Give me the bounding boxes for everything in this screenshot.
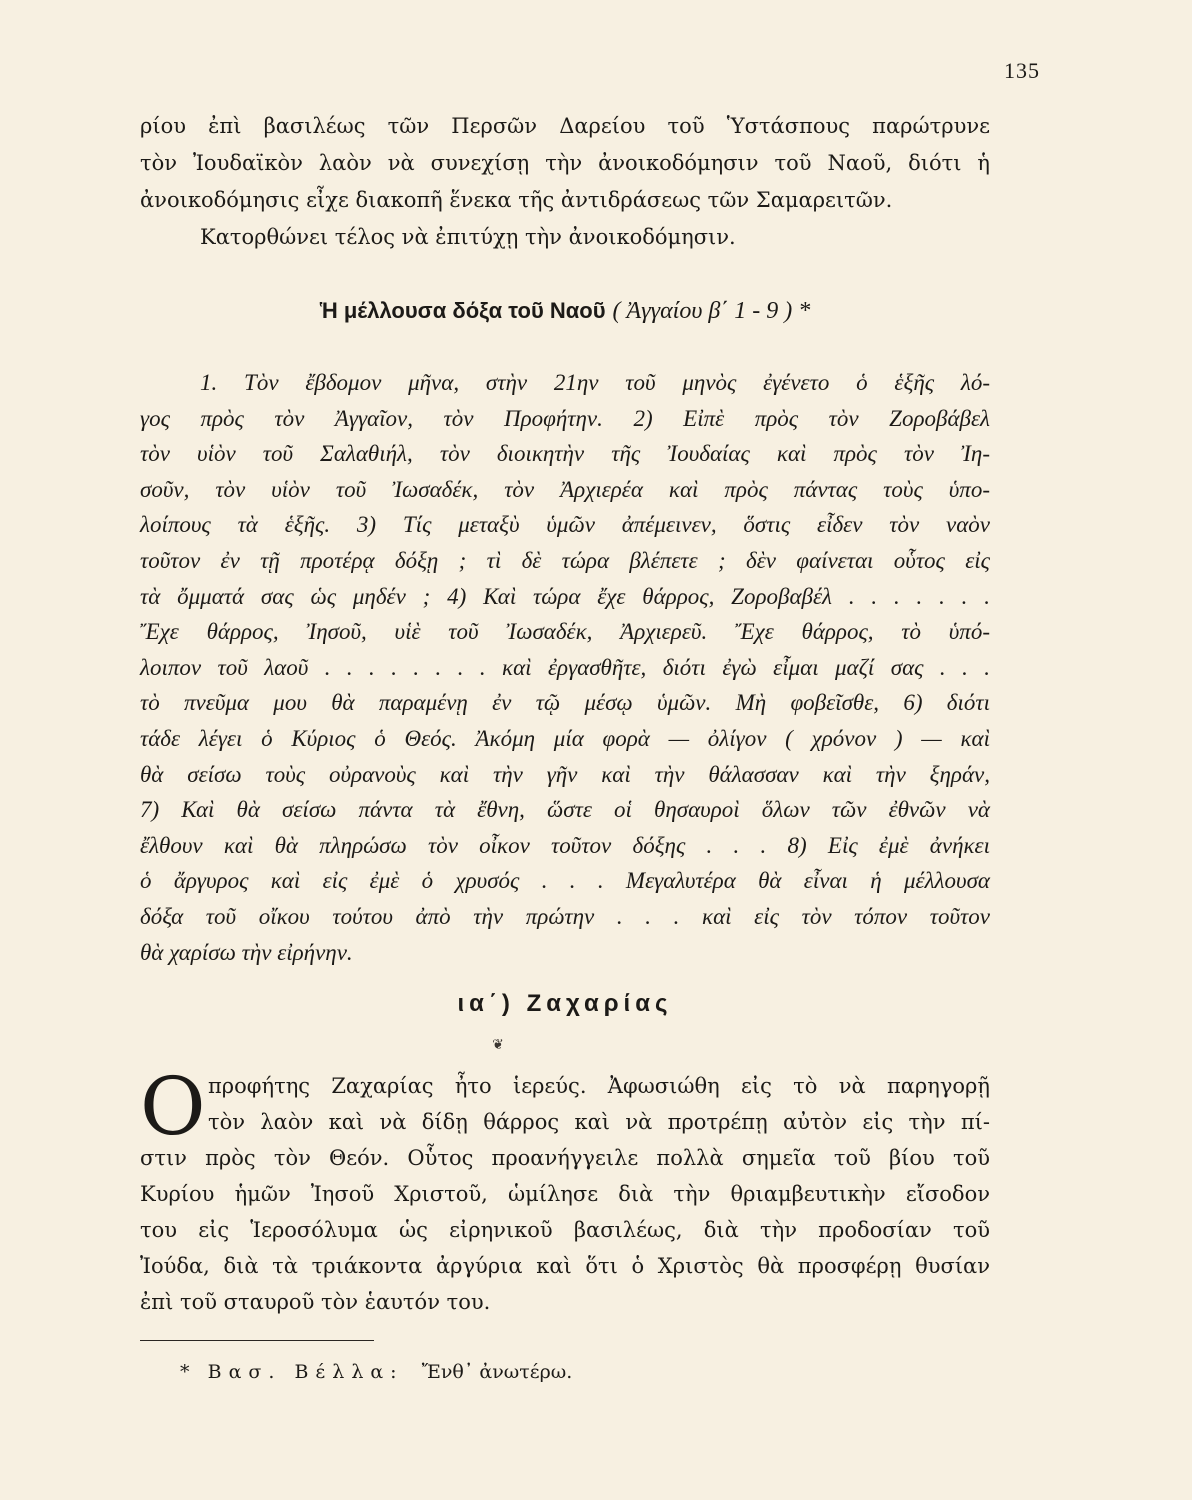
text-line: ἔλθουν καὶ θὰ πληρώσω τὸν οἶκον τοῦτον δόξης . . . 8) Εἰς ἐμὲ ἀνήκει <box>140 832 990 858</box>
text-line: 7) Καὶ θὰ σείσω πάντα τὰ ἔθνη, ὥστε οἱ θησαυροὶ ὅλων τῶν ἐθνῶν νὰ <box>140 797 990 823</box>
text-line: γος πρὸς τὸν Ἀγγαῖον, τὸν Προφήτην. 2) Εἰπὲ πρὸς τὸν Ζοροβάβελ <box>140 405 990 431</box>
footnote-text: Ἔνθ᾽ ἀνωτέρω. <box>421 1361 573 1383</box>
footnote-marker: * <box>180 1361 190 1383</box>
text-line: λοίπους τὰ ἑξῆς. 3) Τίς μεταξὺ ὑμῶν ἀπέμεινεν, ὅστις εἶδεν τὸν ναὸν <box>140 512 990 538</box>
text-line: Κυρίου ἡμῶν Ἰησοῦ Χριστοῦ, ὡμίλησε διὰ τὴν θριαμβευτικὴν εἴσοδον <box>140 1182 990 1206</box>
footnote-author: Βασ. Βέλλα: <box>207 1361 404 1383</box>
text-line: τὸν υἱὸν τοῦ Σαλαθιήλ, τὸν διοικητὴν τῆς Ἰουδαίας καὶ πρὸς τὸν Ἰη- <box>140 441 990 467</box>
ornament-icon: ❦ <box>492 1037 504 1053</box>
intro-paragraph <box>140 108 990 256</box>
text-line: στιν πρὸς τὸν Θεόν. Οὗτος προανήγγειλε πολλὰ σημεῖα τοῦ βίου τοῦ <box>140 1146 990 1170</box>
text-line: ὁ ἄργυρος καὶ εἰς ἐμὲ ὁ χρυσός . . . Μεγαλυτέρα θὰ εἶναι ἡ μέλλουσα <box>140 868 990 894</box>
text-line: τὸν λαὸν καὶ νὰ δίδῃ θάρρος καὶ νὰ προτρέπῃ αὐτὸν εἰς τὴν πί- <box>208 1110 990 1134</box>
text-line: Ἰούδα, διὰ τὰ τριάκοντα ἀργύρια καὶ ὅτι ὁ Χριστὸς θὰ προσφέρῃ θυσίαν <box>140 1254 990 1278</box>
text-line: σοῦν, τὸν υἱὸν τοῦ Ἰωσαδέκ, τὸν Ἀρχιερέα καὶ πρὸς πάντας τοὺς ὑπο- <box>140 476 990 502</box>
section-heading <box>140 298 990 325</box>
scripture-passage <box>140 365 990 970</box>
page-number: 135 <box>1004 58 1040 83</box>
text-line: τὸν Ἰουδαϊκὸν λαὸν νὰ συνεχίσῃ τὴν ἀνοικοδόμησιν τοῦ Ναοῦ, διότι ἡ <box>140 151 990 175</box>
text-line: του εἰς Ἱεροσόλυμα ὡς εἰρηνικοῦ βασιλέως, διὰ τὴν προδοσίαν τοῦ <box>140 1218 990 1242</box>
text-line: ἀνοικοδόμησις εἶχε διακοπῆ ἕνεκα τῆς ἀντιδράσεως τῶν Σαμαρειτῶν. <box>140 188 893 212</box>
text-line: Κατορθώνει τέλος νὰ ἐπιτύχῃ τὴν ἀνοικοδόμησιν. <box>200 225 736 249</box>
text-line: Ἔχε θάρρος, Ἰησοῦ, υἱὲ τοῦ Ἰωσαδέκ, Ἀρχιερεῦ. Ἔχε θάρρος, τὸ ὑπό- <box>140 619 990 645</box>
text-line: ρίου ἐπὶ βασιλέως τῶν Περσῶν Δαρείου τοῦ Ὑστάσπους παρώτρυνε <box>140 114 990 138</box>
zacharias-paragraph <box>140 1060 990 1320</box>
text-line: δόξα τοῦ οἴκου τούτου ἀπὸ τὴν πρώτην . . . καὶ εἰς τὸν τόπον τοῦτον <box>140 903 990 929</box>
text-line: τοῦτον ἐν τῇ προτέρᾳ δόξῃ ; τὶ δὲ τώρα βλέπετε ; δὲν φαίνεται οὗτος εἰς <box>140 547 990 573</box>
footnote <box>180 1361 572 1383</box>
text-line: 1. Τὸν ἔβδομον μῆνα, στὴν 21ην τοῦ μηνὸς ἐγένετο ὁ ἑξῆς λό- <box>200 370 990 395</box>
text-line: τάδε λέγει ὁ Κύριος ὁ Θεός. Ἀκόμη μία φορὰ — ὀλίγον ( χρόνον ) — καὶ <box>140 725 990 751</box>
drop-cap: Ο <box>140 1060 206 1153</box>
text-line: ἐπὶ τοῦ σταυροῦ τὸν ἑαυτόν του. <box>140 1290 491 1314</box>
section-reference: ( Ἀγγαίου β΄ 1 - 9 ) * <box>612 298 811 324</box>
text-line: λοιπον τοῦ λαοῦ . . . . . . . . καὶ ἐργασθῆτε, διότι ἐγὼ εἶμαι μαζί σας . . . <box>140 654 990 680</box>
text-line: θὰ χαρίσω τὴν εἰρήνην. <box>140 939 353 965</box>
text-line: τὰ ὄμματά σας ὡς μηδέν ; 4) Καὶ τώρα ἔχε θάρρος, Ζοροβαβέλ . . . . . . . <box>140 583 990 609</box>
text-line: προφήτης Ζαχαρίας ἦτο ἱερεύς. Ἀφωσιώθη εἰς τὸ νὰ παρηγορῇ <box>208 1074 990 1098</box>
footnote-divider <box>140 1340 374 1341</box>
section-title: Ἡ μέλλουσα δόξα τοῦ Ναοῦ <box>319 298 606 323</box>
text-line: θὰ σείσω τοὺς οὐρανοὺς καὶ τὴν γῆν καὶ τὴν θάλασσαν καὶ τὴν ξηράν, <box>140 761 990 787</box>
chapter-heading: ια΄) Ζαχαρίας <box>457 990 673 1017</box>
text-line: τὸ πνεῦμα μου θὰ παραμένῃ ἐν τῷ μέσῳ ὑμῶν. Μὴ φοβεῖσθε, 6) διότι <box>140 690 990 716</box>
